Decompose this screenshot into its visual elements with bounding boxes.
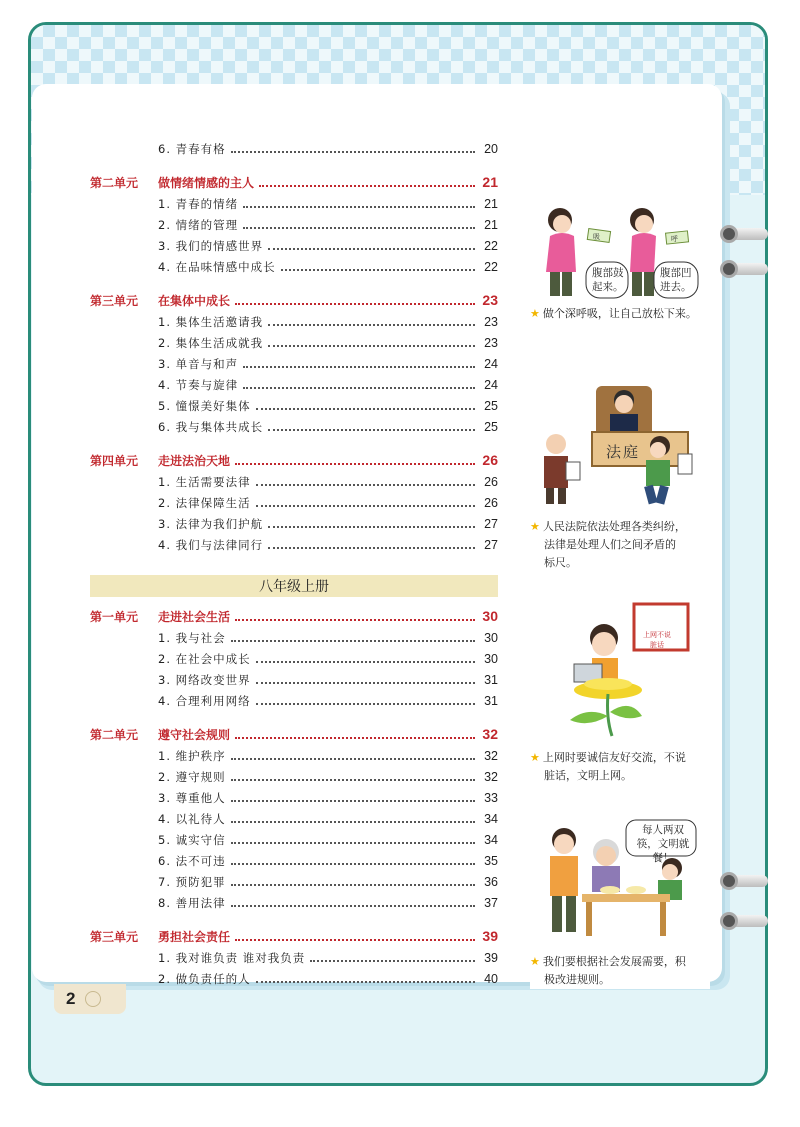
toc-unit-entry[interactable] [90, 925, 498, 947]
toc-lesson-entry[interactable] [90, 850, 498, 871]
dot-leader [231, 820, 475, 823]
page-ref: 26 [482, 452, 498, 468]
page-ref: 30 [484, 651, 498, 666]
dot-leader [243, 226, 475, 229]
toc-lesson-entry[interactable] [90, 256, 498, 277]
page-ref: 31 [484, 672, 498, 687]
lesson-title: 1. 青春的情绪 [158, 196, 239, 211]
lesson-title: 1. 集体生活邀请我 [158, 314, 264, 329]
page-ref: 39 [484, 950, 498, 965]
toc-lesson-entry[interactable] [90, 690, 498, 711]
dot-leader [235, 938, 475, 941]
page-ref: 34 [484, 811, 498, 826]
lesson-title: 4. 节奏与旋律 [158, 377, 239, 392]
toc-lesson-entry[interactable] [90, 492, 498, 513]
page-number: 2 [66, 989, 76, 1008]
dot-leader [259, 184, 475, 187]
dot-leader [256, 504, 475, 507]
toc-lesson-entry[interactable] [90, 471, 498, 492]
page-ref: 20 [484, 141, 498, 156]
page-ref: 27 [484, 537, 498, 552]
page-ref: 24 [484, 377, 498, 392]
dot-leader [231, 904, 475, 907]
dot-leader [256, 980, 475, 983]
binder-ring [720, 260, 754, 278]
lesson-title: 7. 预防犯罪 [158, 874, 226, 889]
lesson-title: 3. 我们的情感世界 [158, 238, 264, 253]
dot-leader [256, 702, 475, 705]
dot-leader [235, 302, 475, 305]
unit-number: 第二单元 [90, 175, 139, 190]
lesson-title: 8. 善用法律 [158, 895, 226, 910]
breath-card-right: 呼 [671, 235, 678, 243]
toc-lesson-entry[interactable] [90, 787, 498, 808]
dot-leader [268, 323, 475, 326]
page-number-badge [54, 984, 126, 1014]
page-ref: 32 [484, 748, 498, 763]
breath-card-left: 吸 [593, 233, 600, 241]
toc-lesson-entry[interactable] [90, 947, 498, 968]
dot-leader [231, 841, 475, 844]
toc-lesson-entry[interactable] [90, 332, 498, 353]
lesson-title: 1. 生活需要法律 [158, 474, 251, 489]
toc-unit-entry[interactable] [90, 289, 498, 311]
binder-ring [720, 225, 754, 243]
toc-lesson-entry[interactable] [90, 766, 498, 787]
toc-lesson-entry[interactable] [90, 871, 498, 892]
unit-number: 第三单元 [90, 293, 139, 308]
toc-unit-entry[interactable] [90, 605, 498, 627]
page-ref: 25 [484, 419, 498, 434]
unit-title: 勇担社会责任 [158, 929, 231, 944]
page-ref: 26 [484, 474, 498, 489]
unit-title: 做情绪情感的主人 [158, 175, 255, 190]
lesson-title: 3. 法律为我们护航 [158, 516, 264, 531]
dot-leader [235, 462, 475, 465]
dot-leader [231, 883, 475, 886]
toc-lesson-entry[interactable] [90, 745, 498, 766]
dot-leader [268, 247, 475, 250]
page-ref: 31 [484, 693, 498, 708]
toc-lesson-entry[interactable] [90, 416, 498, 437]
page-ref: 27 [484, 516, 498, 531]
lesson-title: 4. 合理利用网络 [158, 693, 251, 708]
toc-lesson-entry[interactable] [90, 892, 498, 913]
unit-title: 在集体中成长 [158, 293, 231, 308]
unit-number: 第一单元 [90, 609, 139, 624]
unit-title: 遵守社会规则 [158, 727, 231, 742]
page-ref: 30 [482, 608, 498, 624]
unit-title: 走进社会生活 [158, 609, 231, 624]
page-ref: 30 [484, 630, 498, 645]
lesson-title: 6. 法不可违 [158, 853, 226, 868]
lesson-title: 1. 维护秩序 [158, 748, 226, 763]
smile-icon [85, 991, 101, 1007]
toc-unit-entry[interactable] [90, 723, 498, 745]
lesson-title: 5. 憧憬美好集体 [158, 398, 251, 413]
dot-leader [235, 618, 475, 621]
lesson-title: 6. 青春有格 [158, 141, 226, 156]
page-ref: 23 [484, 335, 498, 350]
lesson-title: 3. 单音与和声 [158, 356, 239, 371]
page-ref: 25 [484, 398, 498, 413]
page-ref: 32 [484, 769, 498, 784]
lesson-title: 2. 遵守规则 [158, 769, 226, 784]
lesson-title: 3. 网络改变世界 [158, 672, 251, 687]
dot-leader [231, 799, 475, 802]
page-ref: 34 [484, 832, 498, 847]
toc-lesson-entry[interactable] [90, 214, 498, 235]
page-ref: 40 [484, 971, 498, 986]
dot-leader [256, 483, 475, 486]
toc-lesson-entry[interactable] [90, 235, 498, 256]
dot-leader [231, 639, 475, 642]
star-icon: ★ [530, 955, 540, 968]
binder-ring [720, 872, 754, 890]
page-ref: 33 [484, 790, 498, 805]
toc-lesson-entry[interactable] [90, 193, 498, 214]
page-ref: 26 [484, 495, 498, 510]
dot-leader [256, 660, 475, 663]
star-icon: ★ [530, 520, 540, 533]
lesson-title: 1. 我与社会 [158, 630, 226, 645]
toc-lesson-entry[interactable] [90, 808, 498, 829]
dot-leader [231, 150, 475, 153]
table-of-contents [90, 138, 498, 989]
grade-heading: 八年级上册 [90, 575, 498, 597]
page-ref: 22 [484, 259, 498, 274]
lesson-title: 1. 我对谁负责 谁对我负责 [158, 950, 306, 965]
dot-leader [243, 365, 475, 368]
online-illustration [560, 598, 696, 738]
dot-leader [231, 862, 475, 865]
toc-lesson-entry[interactable] [90, 353, 498, 374]
dot-leader [268, 525, 475, 528]
dot-leader [268, 428, 475, 431]
toc-lesson-entry[interactable] [90, 829, 498, 850]
lesson-title: 3. 尊重他人 [158, 790, 226, 805]
lesson-title: 4. 在品味情感中成长 [158, 259, 276, 274]
toc-unit-entry[interactable] [90, 449, 498, 471]
page-ref: 35 [484, 853, 498, 868]
page-ref: 21 [484, 196, 498, 211]
caption-court: ★ 人民法院依法处理各类纠纷， 法律是处理人们之间矛盾的 标尺。 [530, 518, 710, 572]
lesson-title: 2. 在社会中成长 [158, 651, 251, 666]
page-ref: 23 [484, 314, 498, 329]
page-ref: 36 [484, 874, 498, 889]
unit-number: 第四单元 [90, 453, 139, 468]
unit-title: 走进法治天地 [158, 453, 231, 468]
page-ref: 37 [484, 895, 498, 910]
toc-lesson-entry[interactable] [90, 648, 498, 669]
page-ref: 32 [482, 726, 498, 742]
caption-breathing: ★ 做个深呼吸，让自己放松下来。 [530, 305, 710, 323]
caption-dining: ★ 我们要根据社会发展需要，积 极改进规则。 [530, 953, 710, 989]
binder-ring [720, 912, 754, 930]
dot-leader [231, 757, 475, 760]
dot-leader [268, 344, 475, 347]
toc-lesson-entry[interactable] [90, 669, 498, 690]
dining-bubble: 每人两双筷，文明就餐！ [636, 824, 690, 864]
page-ref: 22 [484, 238, 498, 253]
toc-unit-entry[interactable] [90, 171, 498, 193]
breath-bubble-right: 腹部凹进去。 [660, 267, 692, 293]
court-sign: 法庭 [606, 443, 641, 461]
toc-lesson-entry[interactable] [90, 968, 498, 989]
lesson-title: 5. 诚实守信 [158, 832, 226, 847]
lesson-title: 4. 以礼待人 [158, 811, 226, 826]
dot-leader [310, 959, 475, 962]
lesson-title: 2. 情绪的管理 [158, 217, 239, 232]
toc-lesson-entry[interactable] [90, 138, 498, 159]
lesson-title: 2. 集体生活成就我 [158, 335, 264, 350]
unit-number: 第二单元 [90, 727, 139, 742]
lesson-title: 2. 法律保障生活 [158, 495, 251, 510]
star-icon: ★ [530, 307, 540, 320]
online-sign: 上网不说脏话 [643, 631, 671, 649]
toc-lesson-entry[interactable] [90, 395, 498, 416]
lesson-title: 6. 我与集体共成长 [158, 419, 264, 434]
dot-leader [243, 386, 475, 389]
dot-leader [235, 736, 475, 739]
page-ref: 21 [482, 174, 498, 190]
toc-lesson-entry[interactable] [90, 311, 498, 332]
dot-leader [231, 778, 475, 781]
dot-leader [243, 205, 475, 208]
toc-lesson-entry[interactable] [90, 627, 498, 648]
dot-leader [256, 681, 475, 684]
page-ref: 21 [484, 217, 498, 232]
dot-leader [268, 546, 475, 549]
page-ref: 23 [482, 292, 498, 308]
caption-online: ★ 上网时要诚信友好交流，不说 脏话，文明上网。 [530, 749, 710, 785]
breath-bubble-left: 腹部鼓起来。 [592, 267, 624, 293]
toc-lesson-entry[interactable] [90, 374, 498, 395]
page-ref: 39 [482, 928, 498, 944]
dot-leader [281, 268, 475, 271]
page-ref: 24 [484, 356, 498, 371]
lesson-title: 4. 我们与法律同行 [158, 537, 264, 552]
unit-number: 第三单元 [90, 929, 139, 944]
dot-leader [256, 407, 475, 410]
toc-lesson-entry[interactable] [90, 534, 498, 555]
lesson-title: 2. 做负责任的人 [158, 971, 251, 986]
toc-lesson-entry[interactable] [90, 513, 498, 534]
star-icon: ★ [530, 751, 540, 764]
